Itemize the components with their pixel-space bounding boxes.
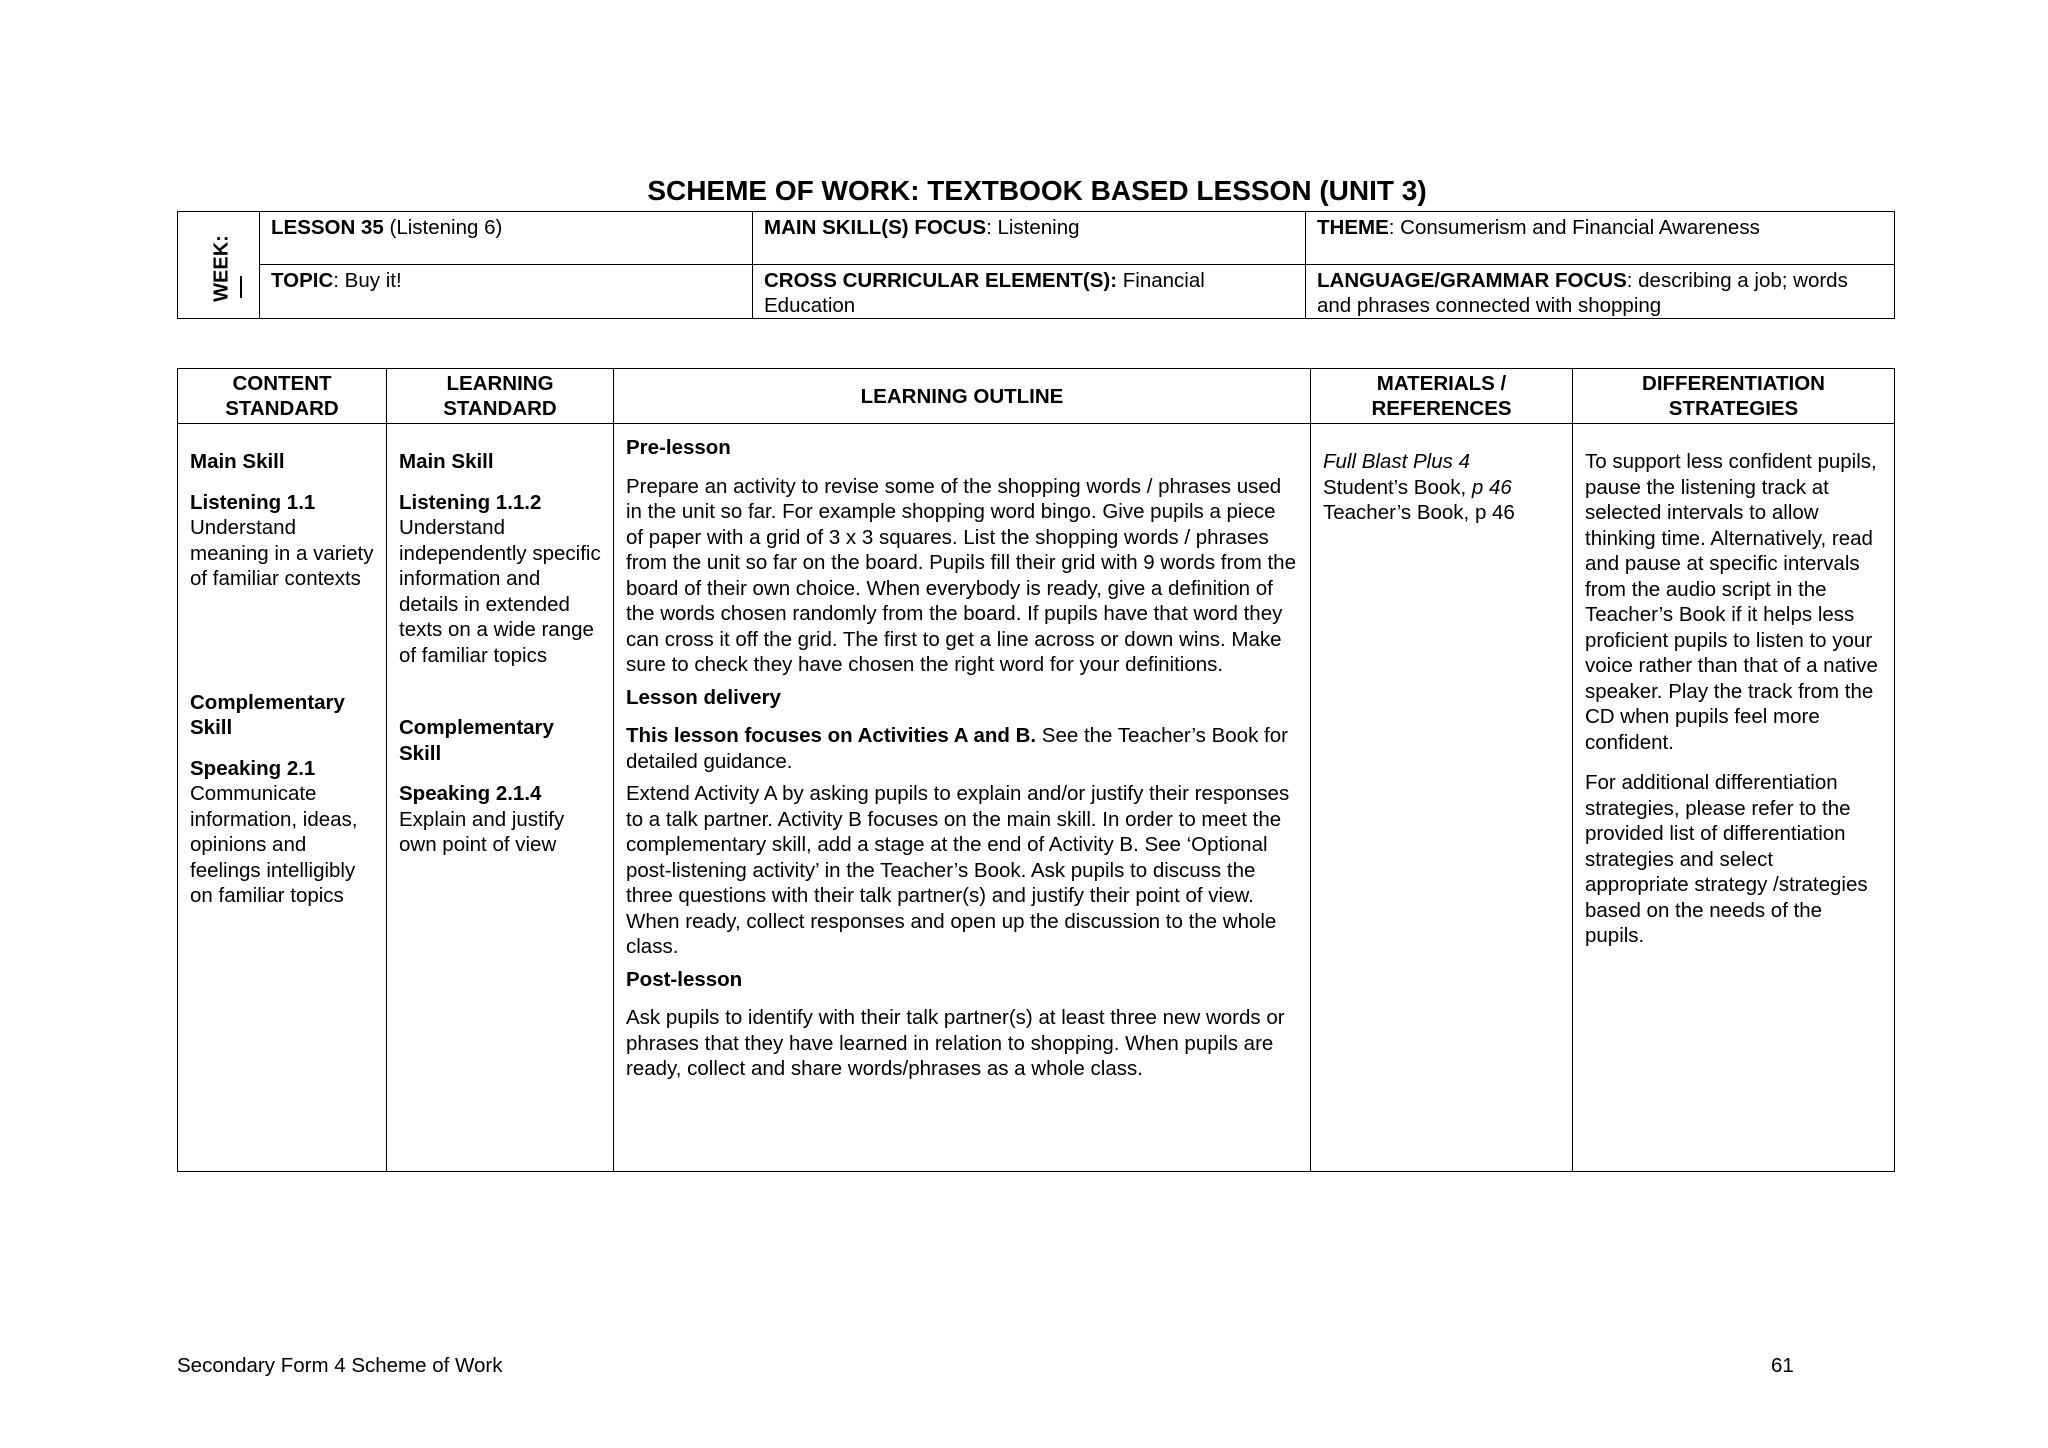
learning-standard-cell [387,424,614,1172]
topic-label: TOPIC [271,269,334,292]
learning-complementary-skill: Complementary Skill [399,716,554,765]
lesson-label: LESSON 35 [271,216,384,239]
lesson-delivery-focus: This lesson focuses on Activities A and B. [626,724,1037,747]
week-cell [178,212,260,319]
language-focus-value: : describing a job; words and phrases connected with shopping [1317,269,1848,317]
column-header-materials: MATERIALS / REFERENCES [1311,369,1573,424]
lesson-delivery-guidance: See the Teacher’s Book for detailed guidance. [626,724,1288,773]
page-title: SCHEME OF WORK: TEXTBOOK BASED LESSON (UNIT 3) [647,175,1427,206]
column-header-learning-outline: LEARNING OUTLINE [614,369,1311,424]
materials-cell [1311,424,1573,1172]
main-skill-label: MAIN SKILL(S) FOCUS [764,216,987,239]
theme-label: THEME [1317,216,1389,239]
lesson-delivery-heading: Lesson delivery [626,685,781,709]
differentiation-text-2: For additional differentiation strategies, please refer to the provided list of differentiation strategies and select appropriate strategy /strategies based on the needs of the pupils. [1585,771,1868,947]
language-focus-cell [1306,265,1895,319]
topic-cell [260,265,753,319]
footer-document-title: Secondary Form 4 Scheme of Work [177,1354,503,1377]
language-focus-label: LANGUAGE/GRAMMAR FOCUS [1317,269,1627,292]
column-header-learning-standard: LEARNING STANDARD [387,369,614,424]
topic-value: : Buy it! [333,269,402,292]
materials-book-title: Full Blast Plus 4 [1323,450,1470,473]
content-speaking-text: Communicate information, ideas, opinions and feelings intelligibly on familiar topics [190,782,358,907]
materials-students-book [1323,475,1560,501]
lesson-delivery-text: Extend Activity A by asking pupils to explain and/or justify their responses to a talk partner. Activity B focuses on the main skill. In order to meet the complementary skill, add a stage at the end of Activity B. See ‘Optional post-listening activity’ in the Teacher’s Book. Ask pupils to discuss the three questions with their talk partner(s) and justify their point of view. When ready, collect responses and open up the discussion to the whole class. [626,782,1290,958]
lesson-plan-table [177,368,1895,1172]
content-listening-code: Listening 1.1 [190,490,316,514]
differentiation-text-1: To support less confident pupils, pause the listening track at selected intervals to allow thinking time. Alternatively, read and pause at specific intervals from the audio script in the Teacher’s Book if it helps less proficient pupils to listen to your voice rather than that of a native speaker. Play the track from the CD when pupils feel more confident. [1585,450,1878,754]
materials-teachers-book: Teacher’s Book, p 46 [1323,501,1515,524]
content-main-skill: Main Skill [190,450,285,473]
week-value-line [240,276,242,298]
content-standard-cell [178,424,387,1172]
materials-students-book-label: Student’s Book, [1323,475,1472,499]
post-lesson-text: Ask pupils to identify with their talk partner(s) at least three new words or phrases that they have learned in relation to shopping. When pupils are ready, collect and share words/phrases as a whole class. [626,1006,1285,1080]
week-label: WEEK: [210,235,233,302]
cross-curricular-cell [753,265,1306,319]
learning-speaking-text: Explain and justify own point of view [399,807,565,856]
cross-curricular-label: CROSS CURRICULAR ELEMENT(S): [764,269,1118,292]
cross-curricular-value: Financial Education [764,269,1205,317]
lesson-value: (Listening 6) [383,216,503,239]
learning-speaking-code: Speaking 2.1.4 [399,782,542,805]
lesson-delivery-intro [626,723,1298,774]
pre-lesson-heading: Pre-lesson [626,436,731,459]
post-lesson-heading: Post-lesson [626,967,743,991]
main-skill-cell [753,212,1306,265]
main-skill-value: : Listening [986,216,1080,239]
learning-outline-cell [614,424,1311,1172]
theme-value: : Consumerism and Financial Awareness [1388,216,1760,239]
differentiation-cell [1573,424,1895,1172]
content-speaking-code: Speaking 2.1 [190,756,316,780]
column-header-differentiation: DIFFERENTIATION STRATEGIES [1573,369,1895,424]
learning-main-skill: Main Skill [399,450,494,473]
footer-page-number: 61 [1771,1354,1794,1377]
lesson-cell [260,212,753,265]
learning-listening-code: Listening 1.1.2 [399,490,542,514]
column-header-content-standard: CONTENT STANDARD [178,369,387,424]
lesson-header-table [177,211,1895,319]
theme-cell [1306,212,1895,265]
pre-lesson-text: Prepare an activity to revise some of the shopping words / phrases used in the unit so far. For example shopping word bingo. Give pupils a piece of paper with a grid of 3 x 3 squares. List the shopping words / phrases from the unit so far on the board. Pupils fill their grid with 9 words from the board of their own choice. When everybody is ready, give a definition of the words chosen randomly from the board. If pupils have that word they can cross it off the grid. The first to get a line across or down wins. Make sure to check they have chosen the right word for your definitions. [626,474,1296,676]
materials-students-book-page: p 46 [1471,475,1512,499]
content-complementary-skill: Complementary Skill [190,690,345,739]
content-listening-text: Understand meaning in a variety of familiar contexts [190,516,374,590]
learning-listening-text: Understand independently specific information and details in extended texts on a wide range of familiar topics [399,516,601,667]
